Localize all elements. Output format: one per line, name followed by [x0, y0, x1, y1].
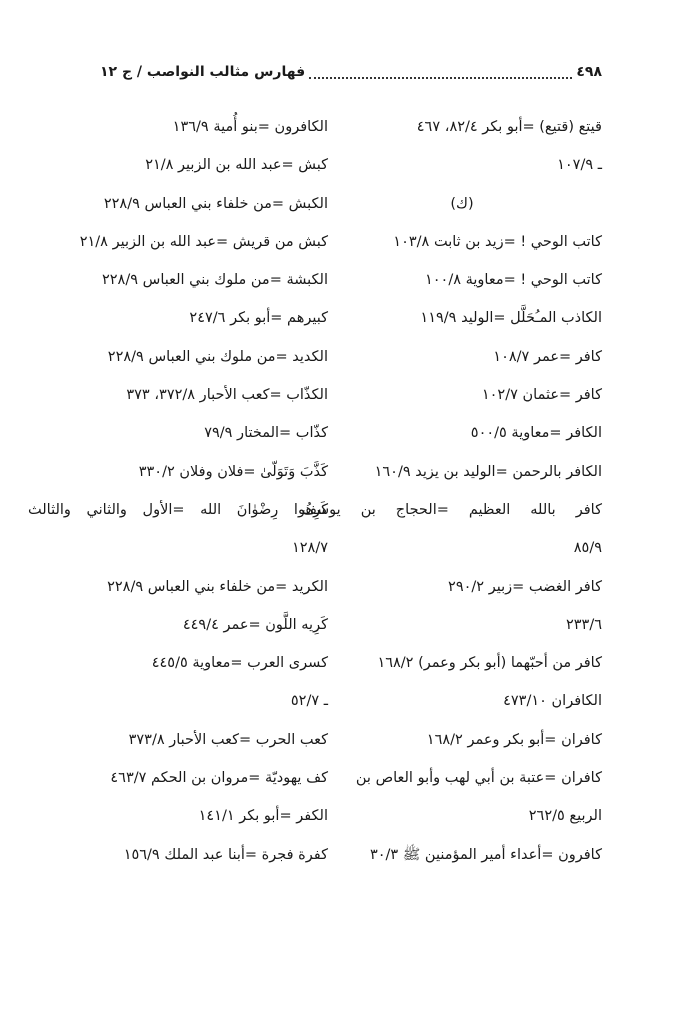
- dot-leader: [309, 65, 572, 79]
- index-entry: كافر بالله العظيم =الحجاج بن يوسف: [302, 501, 602, 518]
- index-entry: كاتب الوحي ! =زيد بن ثابت ١٠٣/٨: [393, 233, 602, 250]
- index-entry: الكبشة =من ملوك بني العباس ٢٢٨/٩: [101, 272, 328, 289]
- index-entry: الكديد =من ملوك بني العباس ٢٢٨/٩: [107, 348, 328, 365]
- index-entry: الكافر بالرحمن =الوليد بن يزيد ١٦٠/٩: [374, 463, 602, 480]
- index-entry: كَرِهُوا رِضْوٰانَ الله =الأول والثاني والثالث: [28, 501, 328, 518]
- index-entry: كاتب الوحي ! =معاوية ١٠٠/٨: [424, 272, 602, 289]
- index-entry: كبش من قريش =عبد الله بن الزبير ٢١/٨: [79, 233, 328, 250]
- index-entry: الربيع ٢٦٢/٥: [528, 808, 602, 825]
- index-entry: الكفر =أبو بكر ١٤١/١: [198, 808, 328, 825]
- index-entry: كافران =أبو بكر وعمر ١٦٨/٢: [426, 731, 602, 748]
- index-column-left: [28, 108, 328, 874]
- index-entry: الكافرون =بنو أُمية ١٣٦/٩: [172, 119, 328, 135]
- index-entry: كَذَّبَ وَتَوَلّىٰ =فلان وفلان ٣٣٠/٢: [138, 463, 328, 480]
- index-entry: ـ ٥٢/٧: [290, 693, 328, 710]
- index-entry: الكافران ٤٧٣/١٠: [503, 693, 602, 710]
- index-entry: كبيرهم =أبو بكر ٢٤٧/٦: [189, 310, 328, 327]
- index-entry: قيتع (قتيع) =أبو بكر ٨٢/٤، ٤٦٧: [416, 119, 602, 135]
- section-letter-heading: (ك): [450, 195, 474, 212]
- index-entry: الكذّاب =كعب الأحبار ٣٧٢/٨، ٣٧٣: [126, 387, 328, 404]
- index-entry: كذّاب =المختار ٧٩/٩: [204, 425, 328, 442]
- index-entry: ٢٣٣/٦: [565, 616, 602, 633]
- index-entry: الكبش =من خلفاء بني العباس ٢٢٨/٩: [103, 195, 328, 212]
- index-entry: الكاذب المـُحَلَّل =الوليد ١١٩/٩: [420, 310, 602, 327]
- index-entry: الكريد =من خلفاء بني العباس ٢٢٨/٩: [107, 578, 328, 595]
- running-title: فهارس مثالب النواصب / ج ١٢: [100, 64, 306, 80]
- index-entry: كافر الغضب =زبير ٢٩٠/٢: [448, 578, 602, 595]
- index-entry: كَرِيه اللَّون =عمر ٤٤٩/٤: [182, 616, 328, 633]
- index-entry: كبش =عبد الله بن الزبير ٢١/٨: [145, 157, 328, 174]
- index-entry: كافرون =أعداء أمير المؤمنين ﷺ ٣٠/٣: [369, 846, 602, 863]
- index-entry: كف يهوديّة =مروان بن الحكم ٤٦٣/٧: [110, 770, 328, 787]
- index-column-right: [302, 108, 602, 874]
- index-entry: كفرة فجرة =أبنا عبد الملك ١٥٦/٩: [123, 846, 328, 863]
- index-entry: كسرى العرب =معاوية ٤٤٥/٥: [151, 655, 328, 672]
- page-number: ٤٩٨: [576, 64, 602, 80]
- index-entry: ٨٥/٩: [573, 540, 602, 557]
- index-entry: الكافر =معاوية ٥٠٠/٥: [470, 425, 602, 442]
- index-entry: ـ ١٠٧/٩: [557, 157, 602, 174]
- index-entry: كعب الحرب =كعب الأحبار ٣٧٣/٨: [128, 731, 328, 748]
- index-entry: ١٢٨/٧: [291, 540, 328, 557]
- running-header: [100, 60, 602, 84]
- index-entry: كافر =عمر ١٠٨/٧: [493, 348, 602, 365]
- index-entry: كافر =عثمان ١٠٢/٧: [481, 387, 602, 404]
- index-entry: كافر من أحبّهما (أبو بكر وعمر) ١٦٨/٢: [377, 655, 602, 672]
- index-entry: كافران =عتبة بن أبي لهب وأبو العاص بن: [355, 770, 602, 787]
